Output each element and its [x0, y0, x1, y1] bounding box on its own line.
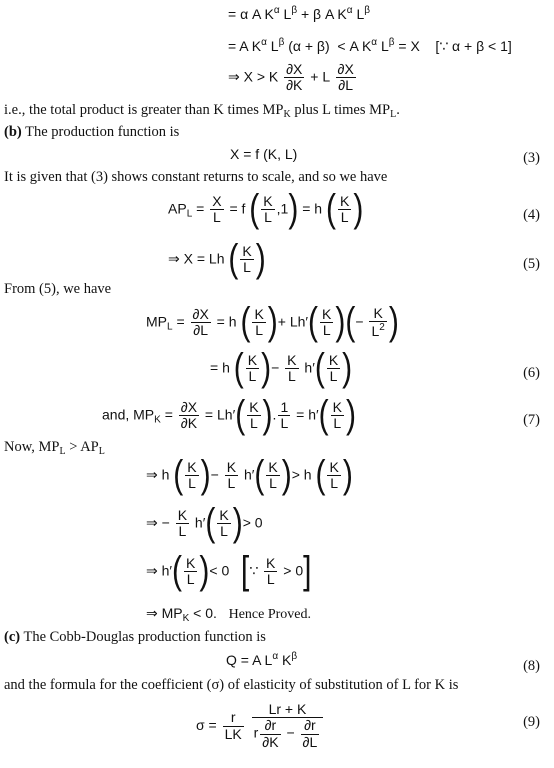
section-b-heading: (b) The production function is — [4, 124, 180, 140]
conclusion-line: ⇒ $MP_K < 0$. Hence Proved. — [146, 605, 312, 624]
equation-line-1: = α A $K^\alpha$ $L^\beta + \beta$ A $K^\alpha$ $L^\beta$ — [228, 5, 371, 22]
implication-2: ⇒ − $\frac{K}{L}$ h′( $\frac{K}{L}$ )> 0 — [146, 501, 263, 545]
paragraph-now: Now, $MP_L > AP_L$ — [4, 439, 105, 457]
equation-number-3: (3) — [523, 150, 540, 166]
equation-4: $AP_L$ = $\frac{X}{L}$ = f ( $\frac{K}{L}$ ,1) = h ( $\frac{K}{L}$ ) — [168, 187, 364, 231]
equation-number-6: (6) — [523, 365, 540, 381]
equation-3: X = f (K, L) — [230, 146, 298, 162]
equation-number-5: (5) — [523, 256, 540, 272]
equation-number-7: (7) — [523, 412, 540, 428]
equation-line-3: ⇒ X > K $\frac{\partial X}{\partial K}$ + L $\frac{\partial X}{\partial L}$ — [228, 61, 354, 94]
section-c-heading: (c) The Cobb-Douglas production function is — [4, 629, 266, 645]
equation-number-8: (8) — [523, 658, 540, 674]
paragraph-crs: It is given that (3) shows constant returns to scale, and so we have — [4, 169, 388, 185]
condition-note: [∵ α + β < 1] — [435, 38, 512, 54]
equation-9: σ = $\frac{r}{LK}$ Lr + K r $\frac{\partial r}{\partial K}$ − $\frac{\partial r}{\partial L}$ — [196, 702, 325, 750]
equation-7: and, $MP_K$ = $\frac{\partial X}{\partial K}$ = Lh′( $\frac{K}{L}$ ). $\frac{1}{L}$ = h′( $\frac{K}{L}$ ) — [102, 393, 356, 437]
implication-3: ⇒ h′( $\frac{K}{L}$ )< 0 [∵ $\frac{K}{L}$ > 0] — [146, 549, 312, 593]
equation-8: Q = A $L^\alpha$ $K^\beta$ — [226, 651, 298, 668]
implication-1: ⇒ h ( $\frac{K}{L}$ )− $\frac{K}{L}$ h′( $\frac{K}{L}$ )> h ( $\frac{K}{L}$ ) — [146, 453, 353, 497]
equation-number-9: (9) — [523, 714, 540, 730]
equation-line-2: = A $K^\alpha$ $L^\beta$ (α + β) < A $K^\alpha$ $L^\beta = X$ [∵ α + β < 1] — [228, 37, 512, 54]
equation-mpl-1: $MP_L$ = $\frac{\partial X}{\partial L}$ = h ( $\frac{K}{L}$ )+ Lh′( $\frac{K}{L}$ )(− $\frac{K}{L^2}$ ) — [146, 300, 399, 344]
paragraph-ie: i.e., the total product is greater than K times $MP_K$ plus L times $MP_L$. — [4, 102, 400, 120]
equation-6: = h ( $\frac{K}{L}$ )− $\frac{K}{L}$ h′( $\frac{K}{L}$ ) — [210, 346, 353, 390]
paragraph-formula: and the formula for the coefficient (σ) of elasticity of substitution of L for K is — [4, 677, 459, 693]
paragraph-from-5: From (5), we have — [4, 281, 112, 297]
equation-5: ⇒ X = Lh ( $\frac{K}{L}$ ) — [168, 237, 266, 281]
equation-number-4: (4) — [523, 207, 540, 223]
